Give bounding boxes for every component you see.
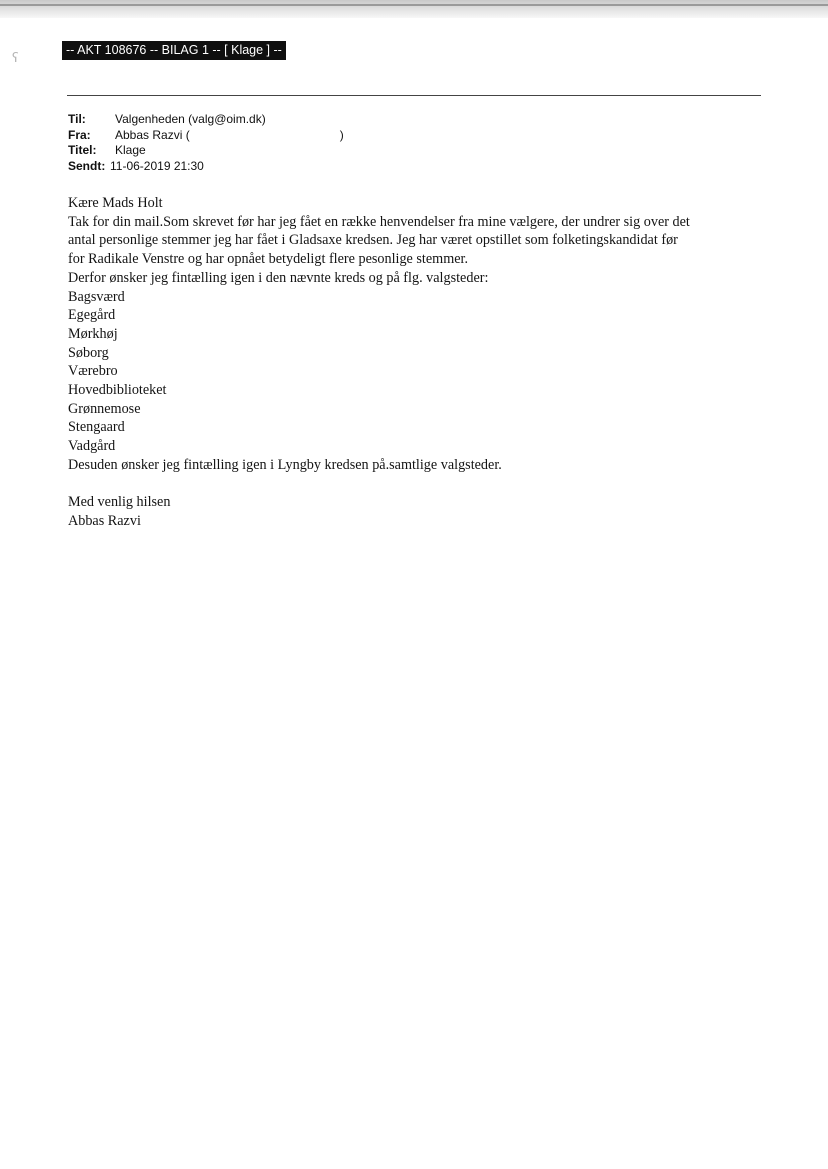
blank-line bbox=[68, 475, 768, 494]
header-sent-row bbox=[68, 159, 344, 175]
polling-place: Grønnemose bbox=[68, 400, 141, 417]
polling-place: Bagsværd bbox=[68, 288, 125, 305]
to-label: Til: bbox=[68, 112, 86, 126]
sent-label: Sendt: bbox=[68, 158, 106, 173]
paragraph bbox=[68, 213, 768, 288]
header-from-row bbox=[68, 128, 344, 144]
polling-place: Egegård bbox=[68, 307, 116, 324]
scan-top-edge bbox=[0, 4, 828, 6]
polling-place: Hovedbiblioteket bbox=[68, 382, 167, 399]
paragraph-line: for Radikale Venstre og har opnået betydeligt flere pesonlige stemmer. bbox=[68, 251, 469, 268]
email-headers bbox=[68, 112, 344, 174]
from-value-end: ) bbox=[339, 127, 344, 142]
to-value: Valgenheden (valg@oim.dk) bbox=[115, 112, 266, 126]
polling-place: Værebro bbox=[68, 363, 118, 380]
letter-body bbox=[68, 194, 768, 531]
polling-place: Vadgård bbox=[68, 438, 116, 455]
header-divider bbox=[67, 95, 761, 96]
greeting: Kære Mads Holt bbox=[68, 195, 163, 211]
from-value bbox=[115, 128, 344, 144]
header-subject-row bbox=[68, 143, 344, 159]
sent-value: 11-06-2019 21:30 bbox=[110, 158, 204, 173]
case-stamp: -- AKT 108676 -- BILAG 1 -- [ Klage ] -- bbox=[62, 41, 286, 60]
from-value-start: Abbas Razvi ( bbox=[115, 127, 190, 142]
sign-off: Med venlig hilsen bbox=[68, 494, 171, 511]
closing-request: Desuden ønsker jeg fintælling igen i Lyngby kredsen på.samtlige valgsteder. bbox=[68, 456, 502, 473]
scan-speck-icon: ʕ bbox=[12, 51, 19, 66]
polling-place: Søborg bbox=[68, 344, 109, 361]
polling-place: Stengaard bbox=[68, 419, 125, 436]
from-label: Fra: bbox=[68, 127, 91, 142]
polling-place: Mørkhøj bbox=[68, 325, 118, 342]
polling-place-list bbox=[68, 288, 768, 456]
header-to-row bbox=[68, 112, 344, 128]
subject-label: Titel: bbox=[68, 143, 97, 157]
subject-value: Klage bbox=[115, 143, 146, 157]
paragraph-line: antal personlige stemmer jeg har fået i Gladsaxe kredsen. Jeg har været opstillet som folketingskandidat før bbox=[68, 232, 678, 249]
paragraph-line: Tak for din mail.Som skrevet før har jeg fået en række henvendelser fra mine vælgere, der undrer sig over det bbox=[68, 213, 690, 230]
paragraph-line: Derfor ønsker jeg fintælling igen i den nævnte kreds og på flg. valgsteder: bbox=[68, 269, 489, 286]
signature-name: Abbas Razvi bbox=[68, 512, 141, 529]
scan-top-border bbox=[0, 0, 828, 18]
